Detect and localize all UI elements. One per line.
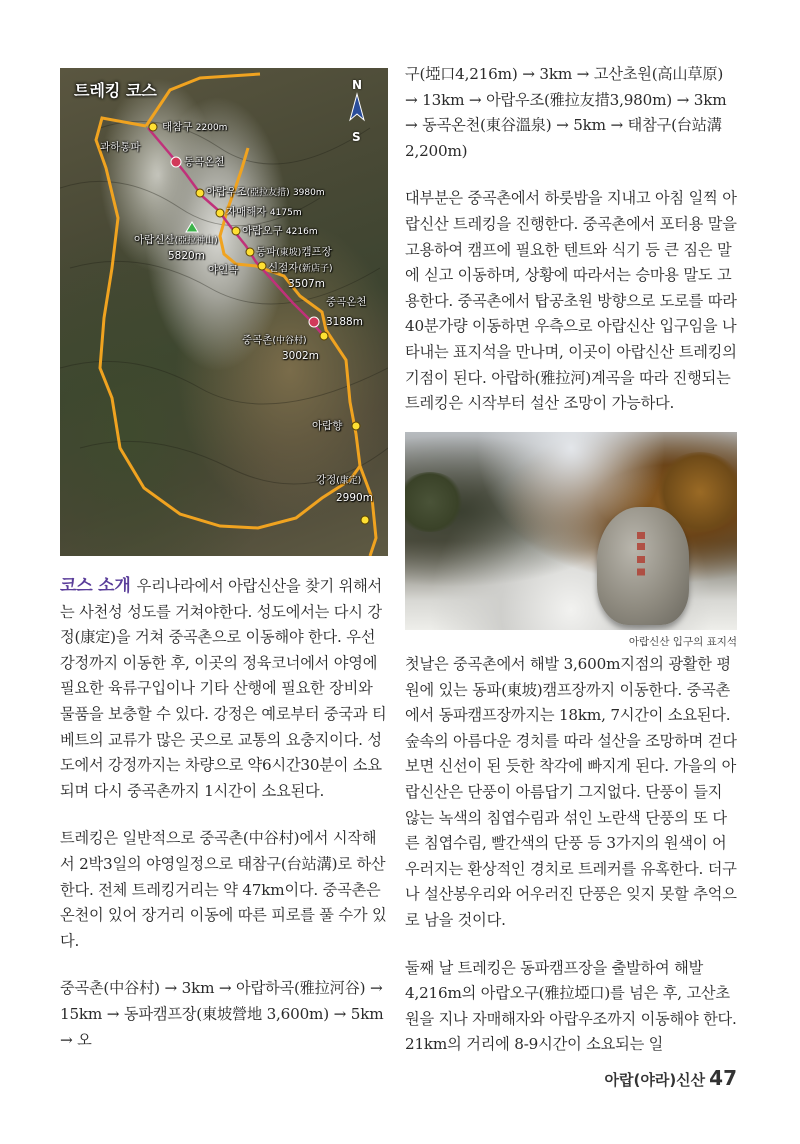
footer-title: 아랍(야라)신산 — [604, 1071, 706, 1089]
pine-tree — [405, 472, 465, 532]
paragraph-4: 첫날은 중곡촌에서 해발 3,600m지점의 광활한 평원에 있는 동파(東坡)캠프장까지 이동한다. 중곡촌에서 동파캠프장까지는 18km, 7시간이 소요된다. 숲속의 아름다운 경치를 따라 설산을 조망하며 걷다보면 신선이 된 듯한 착각에 빠지게 된다. 가을의 아랍신산은 단풍이 아름답기 그지없다. 단풍이 들지 않는 녹색의 침엽수림과 섞인 노란색 단풍의 또 다른 침엽수림, 빨간색의 단풍 등 3가지의 원색이 어우러지는 환상적인 경치로 트레커를 유혹한다. 더구나 설산봉우리와 어우러진 단풍은 잊지 못할 추억으로 남을 것이다. — [405, 655, 737, 929]
dot-arabogu — [232, 227, 240, 235]
intro-paragraph — [60, 574, 390, 804]
label-donggok-onsen: 동곡온천 — [184, 156, 225, 168]
compass-south: S — [352, 130, 361, 144]
label-gangjeong: 강정(康定) — [316, 474, 362, 486]
label-yaingok: 야인곡 — [208, 264, 239, 276]
label-dongpa: 동파(東坡)캠프장 — [256, 246, 332, 258]
label-arabsinsan-alt: 5820m — [168, 250, 205, 262]
compass-arrow-icon — [350, 94, 364, 120]
stone-inscription — [637, 532, 645, 602]
label-arabujo: 아랍우조(亞拉友措) 3980m — [206, 186, 325, 198]
label-junggokchon: 중곡촌(中谷村) — [242, 334, 307, 346]
paragraph-1: 우리나라에서 아랍신산을 찾기 위해서는 사천성 성도를 거쳐야한다. 성도에서는 다시 강정(康定)을 거쳐 중곡촌으로 이동해야 한다. 우선 강정까지 이동한 후, 이곳의 정육코너에서 야영에 필요한 육류구입이나 기타 산행에 필요한 장비와 물품을 보충할 수 있다. 강정은 예로부터 중국과 티베트의 교류가 많은 곳으로 교통의 요충지이다. 성도에서 강정까지는 차량으로 약6시간30분이 소요되며 다시 중곡촌까지 1시간이 소요된다. — [60, 577, 387, 800]
label-junggokchon-alt: 3002m — [282, 350, 319, 362]
label-arabsinsan: 아랍신산(亞拉神山) — [134, 234, 218, 246]
page-footer — [605, 1066, 738, 1090]
label-sinjeomja: 신점자(新店子) — [268, 262, 333, 274]
road-south — [360, 466, 376, 556]
left-column — [60, 574, 390, 1053]
dot-junggokchon — [320, 332, 328, 340]
map-title: 트레킹 코스 — [74, 81, 157, 100]
trekking-map — [60, 68, 388, 556]
compass-north: N — [352, 78, 363, 92]
label-junggok-onsen: 중곡온천 — [326, 296, 367, 308]
entrance-stone-photo — [405, 432, 737, 630]
page-number: 47 — [709, 1066, 737, 1090]
route-start: 중곡촌(中谷村) → 3km → 아랍하곡(雅拉河谷) → 15km → 동파캠프장(東坡營地 3,600m) → 5km → 오 — [60, 979, 384, 1049]
route-end: 구(埡口4,216m) → 3km → 고산초원(高山草原) → 13km → 아랍우조(雅拉友措3,980m) → 3km → 동곡온천(東谷溫泉) → 5km → 태참구(台站溝 2,200m) — [405, 65, 727, 160]
peak-icon — [186, 222, 198, 232]
dot-dongpa — [246, 248, 254, 256]
right-column-top — [405, 62, 737, 417]
road-north — [146, 74, 260, 126]
onsen-icon-junggok — [309, 317, 319, 327]
label-gwaha: 과하통파 — [100, 141, 141, 153]
label-taechamgu: 태참구 2200m — [162, 121, 228, 133]
label-arabogu: 아랍오구 4216m — [242, 225, 318, 237]
section-title: 코스 소개 — [60, 576, 131, 596]
label-arabhyang: 아랍향 — [312, 420, 343, 432]
label-jamaehaeja: 자매해자 4175m — [226, 206, 302, 218]
label-gangjeong-alt: 2990m — [336, 492, 373, 504]
label-junggok-onsen-alt: 3188m — [326, 316, 363, 328]
dot-gangjeong — [361, 516, 369, 524]
dot-arabujo — [196, 189, 204, 197]
dot-sinjeomja — [258, 262, 266, 270]
onsen-icon-donggok — [171, 157, 181, 167]
dot-taechamgu — [149, 123, 157, 131]
photo-caption: 아랍신산 입구의 표지석 — [628, 636, 737, 648]
paragraph-2: 트레킹은 일반적으로 중곡촌(中谷村)에서 시작해서 2박3일의 야영일정으로 태참구(台站溝)로 하산한다. 전체 트레킹거리는 약 47km이다. 중곡촌은 온천이 있어 장거리 이동에 따른 피로를 풀 수가 있다. — [60, 829, 387, 950]
label-sinjeomja-alt: 3507m — [288, 278, 325, 290]
dot-arabhyang — [352, 422, 360, 430]
right-column-bottom — [405, 652, 737, 1058]
paragraph-3: 대부분은 중곡촌에서 하룻밤을 지내고 아침 일찍 아랍신산 트레킹을 진행한다. 중곡촌에서 포터용 말을 고용하여 캠프에 필요한 텐트와 식기 등 큰 짐은 말에 싣고 이동하며, 상황에 따라서는 승마용 말도 고용한다. 중곡촌에서 탑공초원 방향으로 도로를 따라 40분가량 이동하면 우측으로 아랍신산 입구임을 나타내는 표지석을 만나며, 이곳이 아랍신산 트레킹의 기점이 된다. 아랍하(雅拉河)계곡을 따라 진행되는 트레킹은 시작부터 설산 조망이 가능하다. — [405, 189, 737, 413]
dot-jamaehaeja — [216, 209, 224, 217]
paragraph-5: 둘째 날 트레킹은 동파캠프장을 출발하여 해발 4,216m의 아랍오구(雅拉埡口)를 넘은 후, 고산초원을 지나 자매해자와 아랍우조까지 이동해야 한다. 21km의 거리에 8-9시간이 소요되는 일 — [405, 958, 737, 1054]
